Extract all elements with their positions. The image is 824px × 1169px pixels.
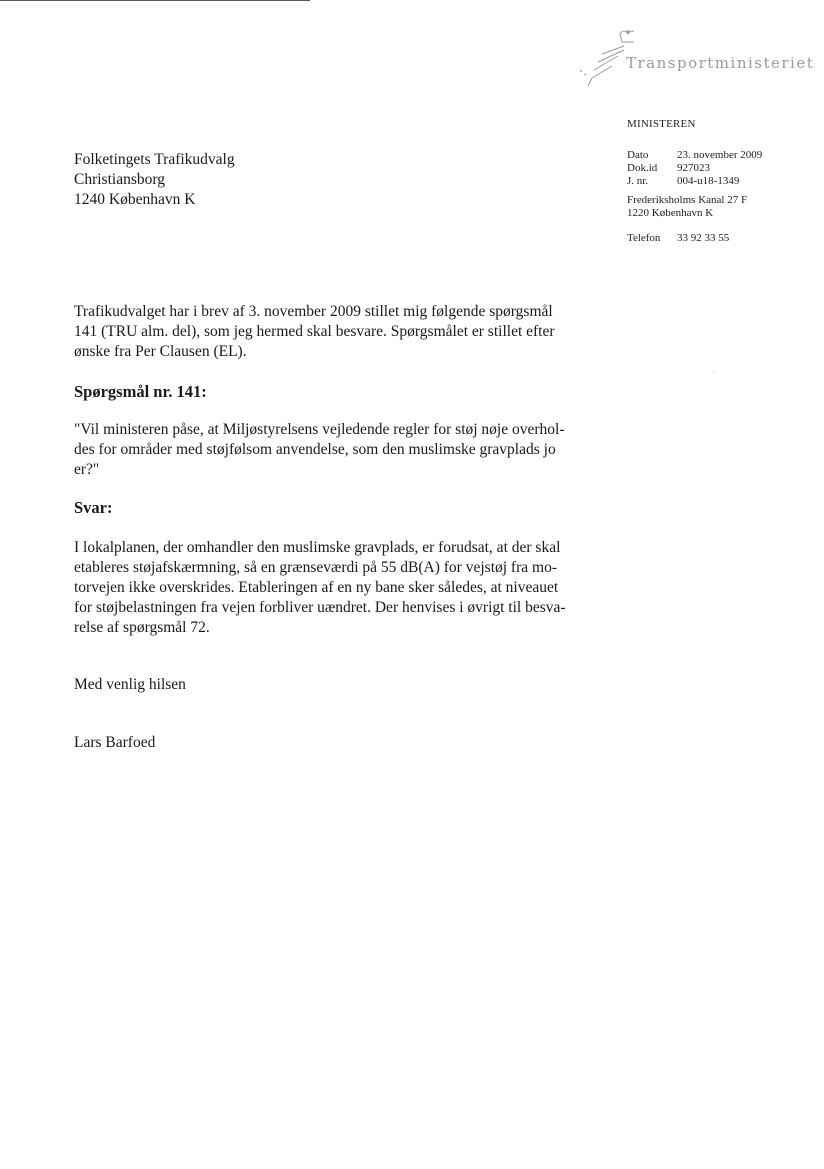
journal-number-label: J. nr. xyxy=(627,175,649,187)
recipient-line-3: 1240 København K xyxy=(74,191,196,208)
question-line-2: des for områder med støjfølsom anvendelse, som den muslimske gravplads jo xyxy=(74,441,556,458)
question-line-3: er?" xyxy=(74,461,100,478)
recipient-address xyxy=(74,150,235,210)
question-paragraph xyxy=(74,420,594,480)
scan-speck xyxy=(713,372,714,373)
sender-info xyxy=(627,118,817,245)
crown-emblem-icon xyxy=(574,26,634,96)
answer-line-3: torvejen ikke overskrides. Etableringen af en ny bane sker således, at niveauet xyxy=(74,579,559,596)
intro-line-2: 141 (TRU alm. del), som jeg hermed skal besvare. Spørgsmålet er stillet efter xyxy=(74,323,555,340)
phone-row xyxy=(627,232,817,245)
doc-id-label: Dok.id xyxy=(627,162,658,174)
recipient-line-1: Folketingets Trafikudvalg xyxy=(74,151,235,168)
intro-line-3: ønske fra Per Clausen (EL). xyxy=(74,343,247,360)
journal-number-row xyxy=(627,175,817,188)
answer-line-1: I lokalplanen, der omhandler den muslimske gravplads, er forudsat, at der skal xyxy=(74,539,561,556)
date-label: Dato xyxy=(627,149,649,161)
closing-greeting: Med venlig hilsen xyxy=(74,676,186,693)
answer-line-2: etableres støjafskærmning, så en grænseværdi på 55 dB(A) for vejstøj fra mo- xyxy=(74,559,557,576)
date-value: 23. november 2009 xyxy=(677,149,763,161)
answer-line-5: relse af spørgsmål 72. xyxy=(74,619,210,636)
phone-label: Telefon xyxy=(627,232,661,244)
intro-line-1: Trafikudvalget har i brev af 3. november 2009 stillet mig følgende spørgsmål xyxy=(74,303,553,320)
recipient-line-2: Christiansborg xyxy=(74,171,165,188)
sender-address xyxy=(627,194,817,220)
signature-name: Lars Barfoed xyxy=(74,734,156,751)
answer-paragraph xyxy=(74,538,594,638)
address-line-1: Frederiksholms Kanal 27 F xyxy=(627,194,748,206)
answer-line-4: for støjbelastningen fra vejen forbliver uændret. Der henvises i øvrigt til besva- xyxy=(74,599,566,616)
date-row xyxy=(627,149,817,162)
question-line-1: "Vil ministeren påse, at Miljøstyrelsens vejledende regler for støj nøje overhol- xyxy=(74,421,565,438)
answer-heading: Svar: xyxy=(74,498,113,517)
logo-text: Transportministeriet xyxy=(626,54,815,72)
ministry-logo xyxy=(574,26,815,96)
phone-value: 33 92 33 55 xyxy=(677,232,730,244)
question-heading: Spørgsmål nr. 141: xyxy=(74,382,207,401)
doc-id-row xyxy=(627,162,817,175)
department-label: MINISTEREN xyxy=(627,118,696,130)
address-line-2: 1220 København K xyxy=(627,207,714,219)
intro-paragraph xyxy=(74,302,594,362)
journal-number-value: 004-u18-1349 xyxy=(677,175,740,187)
top-rule xyxy=(0,0,310,1)
doc-id-value: 927023 xyxy=(677,162,710,174)
